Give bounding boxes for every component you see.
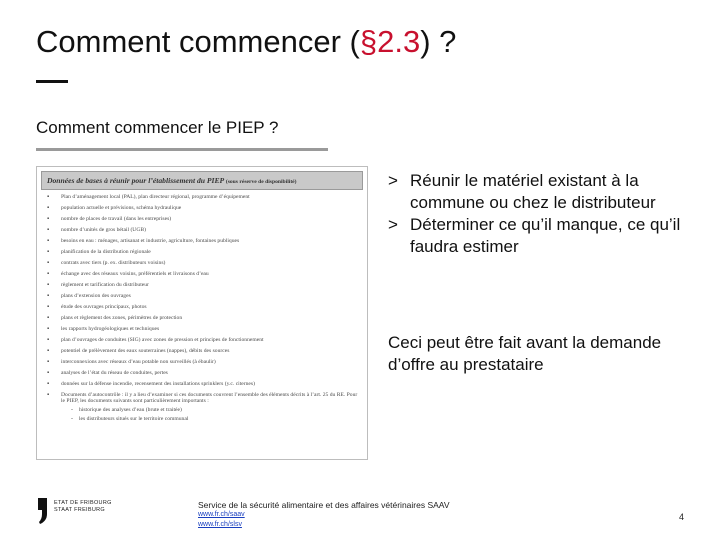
document-item: ▪ planification de la distribution régionale (47, 249, 361, 255)
bullet-text: Réunir le matériel existant à la commune ou chez le distributeur (410, 171, 656, 212)
document-excerpt (36, 166, 368, 460)
document-item-list (47, 194, 361, 423)
document-sub-list (71, 407, 361, 423)
bullet-marker: > (388, 171, 398, 190)
document-item-last (47, 392, 361, 423)
document-item: ▪ population actuelle et prévisions, schéma hydraulique (47, 205, 361, 211)
footer-link-slsv[interactable]: www.fr.ch/slsv (198, 521, 242, 528)
title-prefix: Comment commencer ( (36, 24, 360, 59)
document-item: ▪ interconnexions avec réseaux d’eau potable non surveillés (à ébaulir) (47, 359, 361, 365)
document-item: ▪ données sur la défense incendie, recensement des installations sprinklers (y.c. citernes) (47, 381, 361, 387)
footer-link-saav[interactable]: www.fr.ch/saav (198, 511, 245, 518)
document-item: ▪ plans d’extension des ouvrages (47, 293, 361, 299)
section-subtitle: Comment commencer le PIEP ? (36, 118, 279, 137)
bullet-marker: > (388, 215, 398, 234)
document-item: ▪ plans et règlement des zones, périmètres de protection (47, 315, 361, 321)
subtitle-divider (36, 148, 328, 151)
logo-line-2: STAAT FREIBURG (54, 507, 105, 513)
document-item: ▪ les rapports hydrogéologiques et techniques (47, 326, 361, 332)
title-underline-dash (36, 80, 68, 83)
document-item: ▪ plan d’ouvrages de conduites (SIG) avec zones de pression et principes de fonctionnement (47, 337, 361, 343)
bullet-list (388, 170, 698, 258)
document-item: ▪ étude des ouvrages principaux, photos (47, 304, 361, 310)
document-item: ▪ contrats avec tiers (p. ex. distributeurs voisins) (47, 260, 361, 266)
document-sub-item: - les distributeurs situés sur le territoire communal (71, 416, 361, 422)
bullet-text: Déterminer ce qu’il manque, ce qu’il faudra estimer (410, 215, 681, 256)
page-number: 4 (679, 512, 685, 522)
document-item: ▪ besoins en eau : ménages, artisanat et industrie, agriculture, fontaines publiques (47, 238, 361, 244)
note-text: Ceci peut être fait avant la demande d’offre au prestataire (388, 333, 662, 374)
bullet-item (388, 214, 698, 258)
bullet-item (388, 170, 698, 214)
logo-line-1: ETAT DE FRIBOURG (54, 500, 112, 506)
footer-service-name: Service de la sécurité alimentaire et des affaires vétérinaires SAAV (198, 500, 450, 510)
document-heading-text: Données de bases à réunir pour l’établissement du PIEP (47, 176, 224, 185)
document-heading-note: (sous réserve de disponibilité) (225, 179, 297, 185)
document-item: ▪ analyses de l’état du réseau de conduites, pertes (47, 370, 361, 376)
footer (198, 500, 450, 530)
comma-logo-icon (36, 498, 50, 524)
document-item: ▪ Plan d’aménagement local (PAL), plan directeur régional, programme d’équipement (47, 194, 361, 200)
document-item: ▪ échange avec des réseaux voisins, préférentiels et livraisons d’eau (47, 271, 361, 277)
document-heading (41, 171, 363, 190)
document-sub-item: - historique des analyses d’eau (brute et traitée) (71, 407, 361, 413)
title-suffix: ) ? (420, 24, 457, 59)
document-item: ▪ règlement et tarification du distributeur (47, 282, 361, 288)
document-item-last-text: Documents d’autocontrôle : il y a lieu d’examiner si ces documents couvrent l’ensemble des éléments décrits à l’art. 25 du RE. Pour le PIEP, les documents suivants sont particulièrement importants : (61, 392, 358, 405)
page-title (36, 24, 456, 60)
document-item: ▪ nombre d’unités de gros bétail (UGB) (47, 227, 361, 233)
section-reference: §2.3 (359, 24, 421, 59)
document-item: ▪ potentiel de prélèvement des eaux souterraines (nappes), débits des sources (47, 348, 361, 354)
logo-text (54, 500, 112, 514)
document-item: ▪ nombre de places de travail (dans les entreprises) (47, 216, 361, 222)
